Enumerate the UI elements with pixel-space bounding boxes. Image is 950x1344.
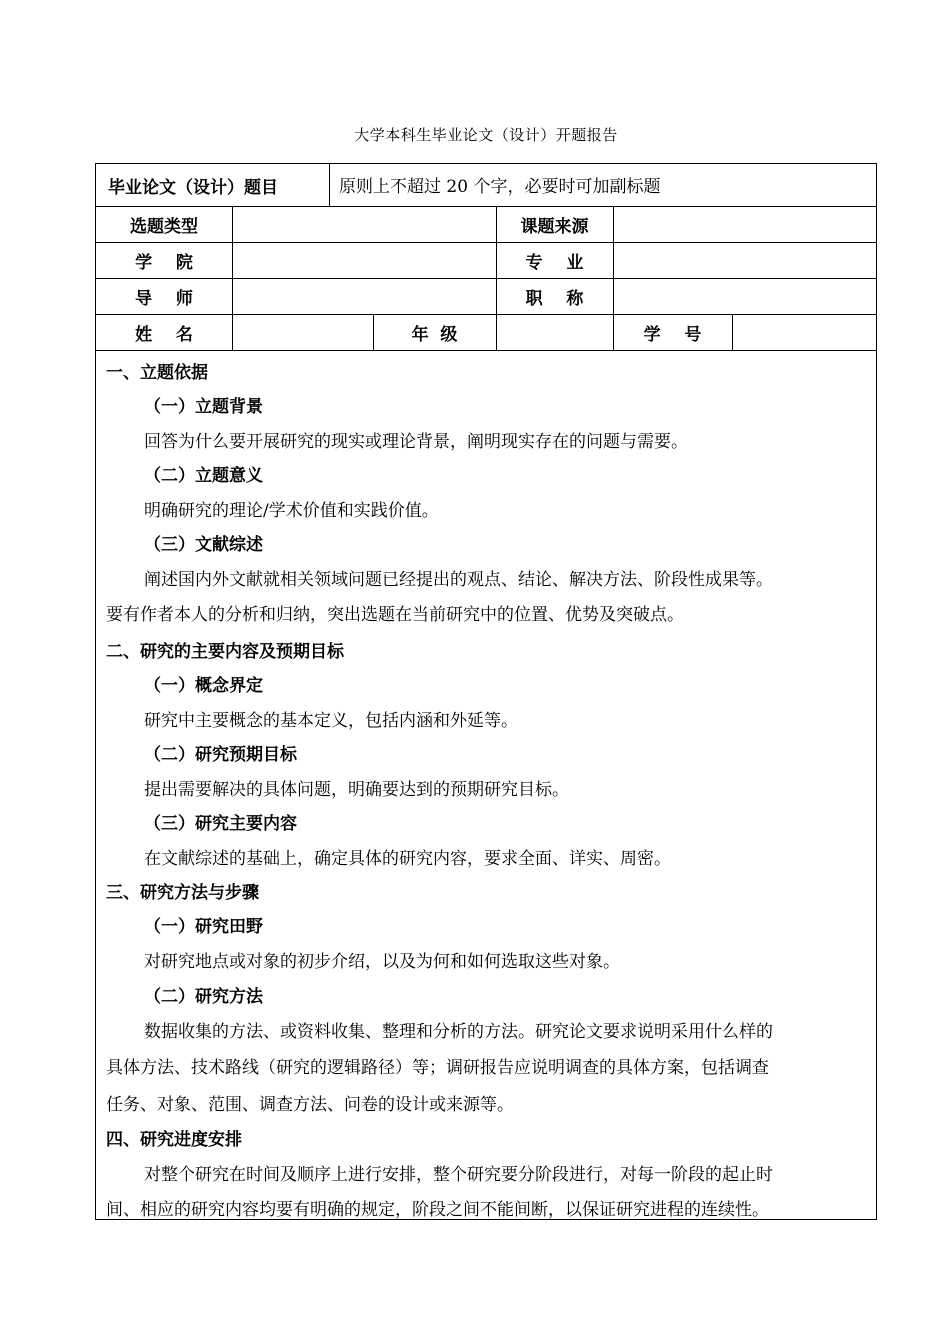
subsection-heading: （一）立题背景 <box>144 397 263 417</box>
paragraph: 对整个研究在时间及顺序上进行安排，整个研究要分阶段进行，对每一阶段的起止时 <box>144 1165 773 1185</box>
grade-field[interactable] <box>497 315 612 349</box>
section-heading: 一、立题依据 <box>106 363 208 383</box>
major-field[interactable] <box>614 243 874 277</box>
college-label: 学 院 <box>135 252 193 273</box>
topic-label: 毕业论文（设计）题目 <box>108 177 278 198</box>
id-field[interactable] <box>733 315 874 349</box>
paragraph: 具体方法、技术路线（研究的逻辑路径）等；调研报告应说明调查的具体方案，包括调查 <box>106 1058 769 1078</box>
subsection-heading: （二）立题意义 <box>144 466 263 486</box>
paragraph: 任务、对象、范围、调查方法、问卷的设计或来源等。 <box>106 1095 514 1115</box>
type-field[interactable] <box>233 207 495 241</box>
type-label: 选题类型 <box>130 216 198 237</box>
paragraph: 阐述国内外文献就相关领域问题已经提出的观点、结论、解决方法、阶段性成果等。 <box>144 570 773 590</box>
section-heading: 二、研究的主要内容及预期目标 <box>106 642 344 662</box>
title-field[interactable] <box>614 279 874 313</box>
title-label: 职 称 <box>525 288 584 309</box>
subsection-heading: （二）研究预期目标 <box>144 745 297 765</box>
paragraph: 提出需要解决的具体问题，明确要达到的预期研究目标。 <box>144 780 569 800</box>
row-divider <box>96 350 876 351</box>
subsection-heading: （二）研究方法 <box>144 987 263 1007</box>
paragraph: 研究中主要概念的基本定义，包括内涵和外延等。 <box>144 711 518 731</box>
advisor-field[interactable] <box>233 279 495 313</box>
grade-label: 年 级 <box>411 324 458 345</box>
subsection-heading: （一）概念界定 <box>144 676 263 696</box>
college-field[interactable] <box>233 243 495 277</box>
paragraph: 回答为什么要开展研究的现实或理论背景，阐明现实存在的问题与需要。 <box>144 432 688 452</box>
proposal-form-table <box>95 163 877 1220</box>
major-label: 专 业 <box>525 252 584 273</box>
section-heading: 四、研究进度安排 <box>106 1130 242 1150</box>
id-label: 学 号 <box>643 324 702 345</box>
source-field[interactable] <box>614 207 874 241</box>
paragraph: 在文献综述的基础上，确定具体的研究内容，要求全面、详实、周密。 <box>144 849 671 869</box>
source-label: 课题来源 <box>520 216 589 237</box>
subsection-heading: （三）文献综述 <box>144 535 263 555</box>
paragraph: 数据收集的方法、或资料收集、整理和分析的方法。研究论文要求说明采用什么样的 <box>144 1022 773 1042</box>
subsection-heading: （一）研究田野 <box>144 917 263 937</box>
paragraph: 明确研究的理论/学术价值和实践价值。 <box>144 501 439 521</box>
subsection-heading: （三）研究主要内容 <box>144 814 297 834</box>
paragraph: 要有作者本人的分析和归纳，突出选题在当前研究中的位置、优势及突破点。 <box>106 605 684 625</box>
paragraph: 对研究地点或对象的初步介绍，以及为何和如何选取这些对象。 <box>144 952 620 972</box>
advisor-label: 导 师 <box>135 288 193 309</box>
page-title: 大学本科生毕业论文（设计）开题报告 <box>354 126 618 144</box>
name-label: 姓 名 <box>135 324 193 345</box>
topic-value[interactable]: 原则上不超过 20 个字，必要时可加副标题 <box>339 177 661 197</box>
section-heading: 三、研究方法与步骤 <box>106 883 259 903</box>
name-field[interactable] <box>233 315 372 349</box>
col-divider <box>329 164 330 206</box>
paragraph: 间、相应的研究内容均要有明确的规定，阶段之间不能间断，以保证研究进程的连续性。 <box>106 1200 769 1220</box>
